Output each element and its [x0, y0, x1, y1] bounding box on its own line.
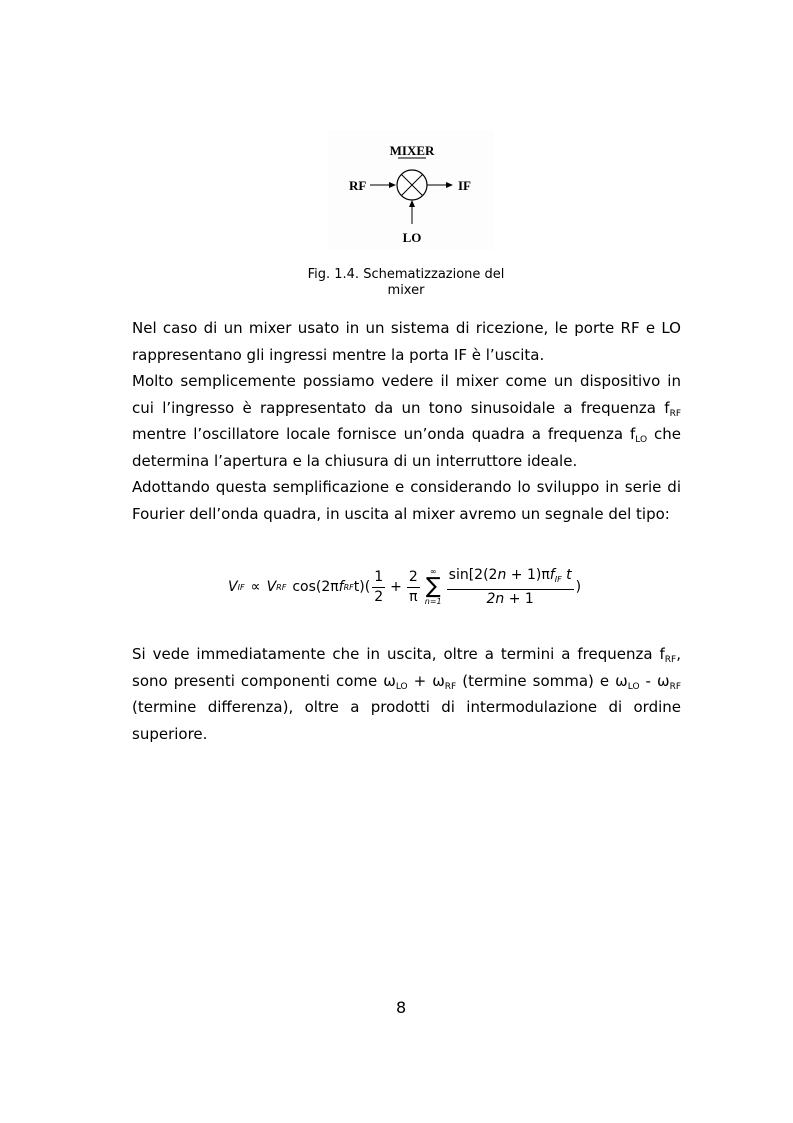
series-num-t: t — [561, 566, 572, 583]
fraction-two-pi-den: π — [409, 588, 418, 605]
formula-cos-close: t)( — [353, 579, 371, 595]
formula-plus: + — [390, 579, 402, 595]
paragraph-ports: Nel caso di un mixer usato in un sistema di ricezione, le porte RF e LO rappresentano gli ingressi mentre la porta IF è l’uscita. — [132, 319, 681, 364]
paragraph-components-text-5: - ω — [639, 671, 670, 690]
formula-v-rf: V — [266, 579, 277, 595]
paragraph-model-text-2: mentre l’oscillatore locale fornisce un’onda quadra a frequenza f — [132, 425, 636, 443]
fraction-series-num — [447, 567, 574, 590]
if-label: IF — [458, 178, 471, 193]
fraction-series-term — [447, 567, 574, 608]
formula-sub-if: IF — [237, 582, 245, 592]
summation-symbol: ∑ — [425, 574, 441, 599]
series-num-n: n — [497, 566, 507, 583]
series-num-fsub: IF — [554, 574, 562, 584]
subscript-lo-3: LO — [627, 681, 640, 692]
series-num-f: f — [549, 566, 555, 583]
diagram-title: MIXER — [389, 143, 435, 158]
series-den-n: 2n — [486, 590, 505, 607]
series-num-b: + 1)π — [506, 566, 550, 583]
paragraph-components-text-6: (termine differenza), oltre a prodotti di intermodulazione di ordine superiore. — [132, 698, 681, 743]
paragraph-components-text-3: + ω — [407, 671, 445, 690]
subscript-rf-3: RF — [444, 681, 457, 692]
text-block-bottom — [132, 641, 681, 747]
formula-f-sub: RF — [343, 582, 354, 592]
paragraph-fourier: Adottando questa semplificazione e considerando lo sviluppo in serie di Fourier dell’onda quadra, in uscita al mixer avremo un segnale del tipo: — [132, 478, 681, 523]
paragraph-components-text-2: , sono presenti componenti come ω — [132, 645, 681, 690]
fraction-two-pi — [407, 569, 420, 606]
fraction-half-den: 2 — [374, 588, 384, 605]
series-den-rest: + 1 — [504, 590, 534, 607]
mixer-output-formula — [228, 562, 581, 612]
lo-arrowhead — [409, 200, 415, 207]
rf-label: RF — [349, 178, 367, 193]
paragraph-components-text-1: Si vede immediatamente che in uscita, oltre a termini a frequenza f — [132, 645, 665, 663]
subscript-rf: RF — [669, 408, 681, 419]
formula-proportional: ∝ — [250, 579, 261, 595]
caption-line-2: mixer — [387, 283, 425, 298]
formula-cos-open: cos(2π — [292, 579, 339, 595]
text-block-top — [132, 315, 681, 527]
subscript-lo: LO — [635, 435, 648, 445]
paragraph-components-text-4: (termine somma) e ω — [456, 671, 628, 690]
mixer-schematic — [328, 130, 494, 250]
subscript-lo-2: LO — [395, 681, 408, 692]
paragraph-model — [132, 368, 681, 474]
subscript-rf-2: RF — [664, 655, 677, 665]
fraction-half-num: 1 — [372, 569, 385, 588]
paragraph-model-text-1: Molto semplicemente possiamo vedere il mixer come un dispositivo in cui l’ingresso è rappresentato da un tono sinusoidale a frequenza f — [132, 372, 681, 417]
fraction-half — [372, 569, 385, 606]
lo-label: LO — [402, 230, 422, 245]
caption-line-1: Fig. 1.4. Schematizzazione del — [307, 267, 505, 282]
if-arrowhead — [446, 182, 453, 188]
summation — [425, 568, 442, 606]
mixer-diagram — [328, 130, 494, 250]
series-num-a: sin[2(2 — [448, 566, 498, 583]
summation-upper: ∞ — [429, 567, 437, 576]
formula-sub-rf: RF — [276, 582, 287, 592]
fraction-two-pi-num: 2 — [407, 569, 420, 588]
formula-v-if: V — [228, 579, 238, 595]
subscript-rf-4: RF — [669, 681, 681, 692]
page-number: 8 — [396, 998, 407, 1017]
fraction-series-den — [484, 590, 535, 608]
paragraph-components — [132, 641, 681, 747]
rf-arrowhead — [389, 182, 396, 188]
summation-lower: n=1 — [424, 597, 442, 606]
figure-caption — [280, 267, 532, 299]
paragraph-model-text-3: che determina l’apertura e la chiusura di un interruttore ideale. — [132, 425, 681, 470]
formula-f: f — [338, 579, 344, 595]
formula-close-paren: ) — [575, 579, 582, 595]
